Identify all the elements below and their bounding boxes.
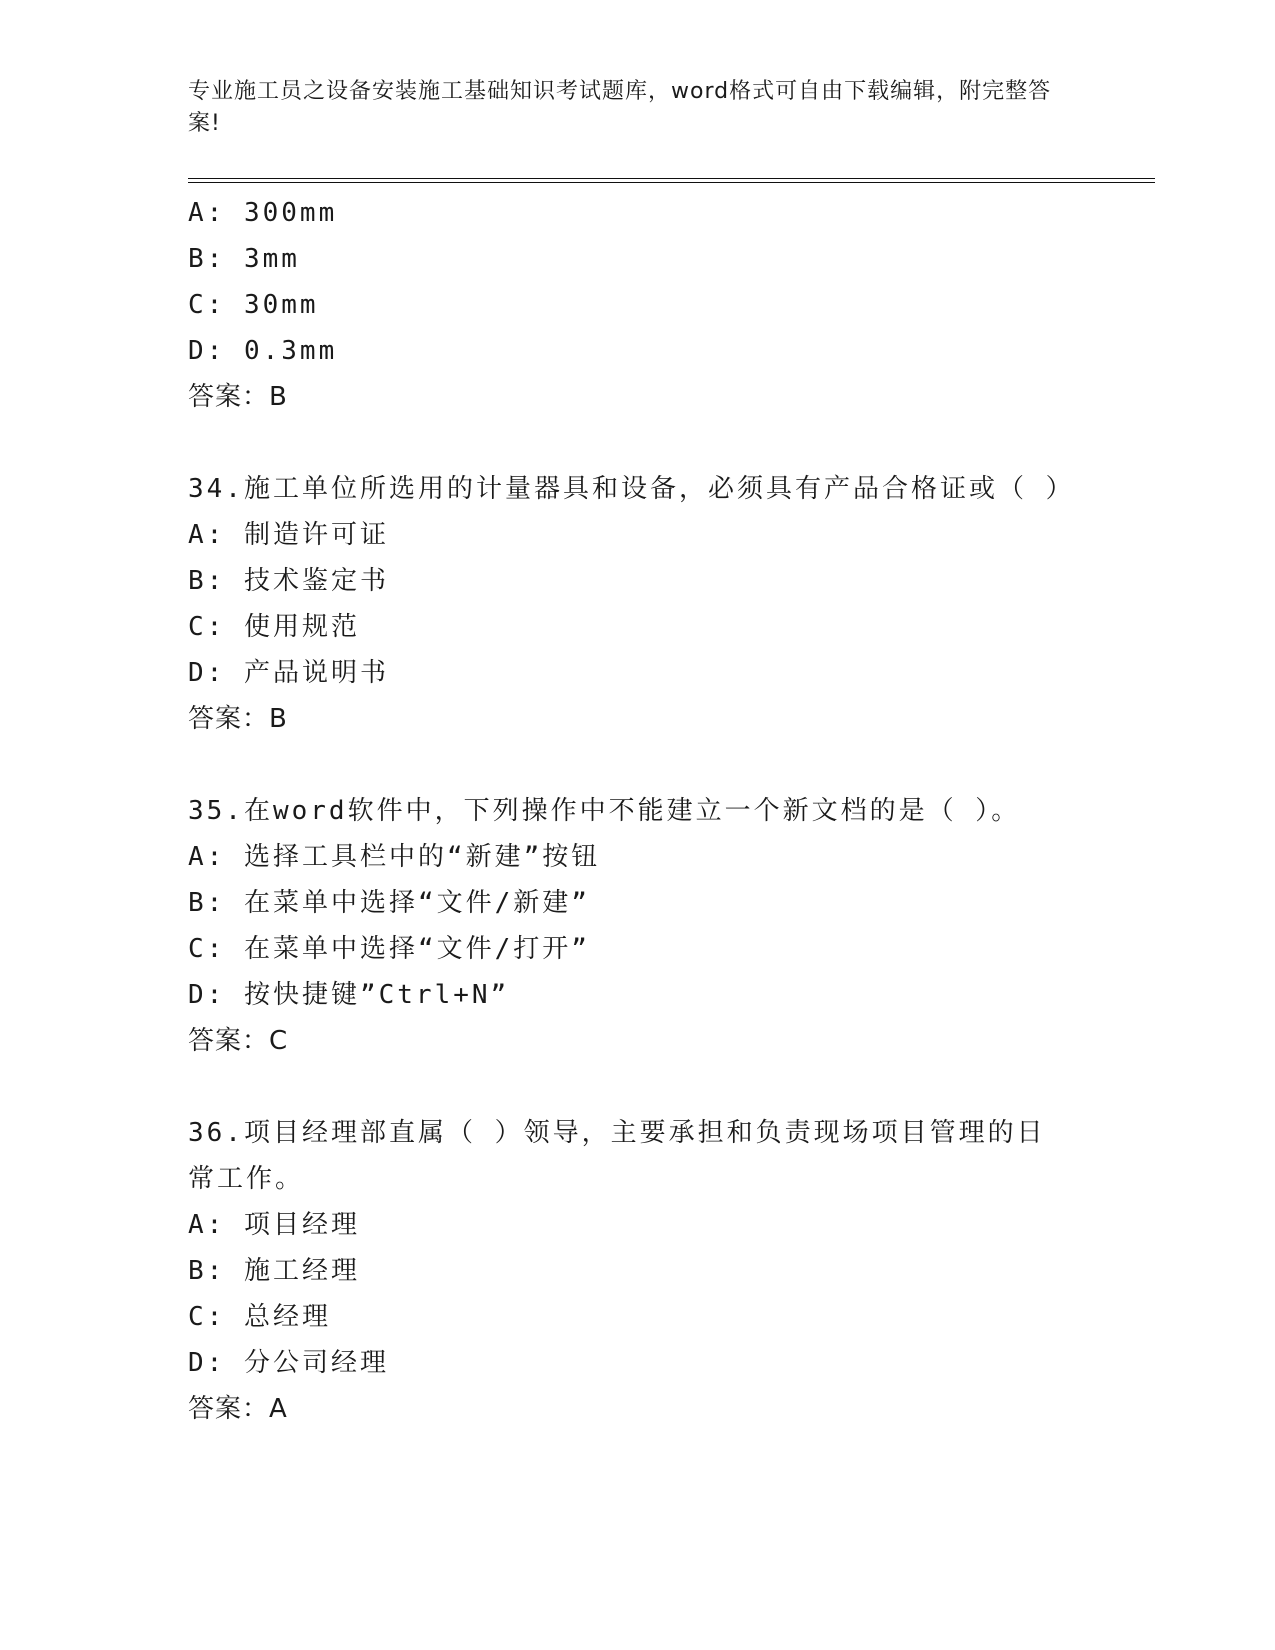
question-block-33 bbox=[188, 190, 1088, 420]
option-d: D: 分公司经理 bbox=[188, 1348, 389, 1378]
option-d: D: 按快捷键”Ctrl+N” bbox=[188, 980, 510, 1010]
option-d: D: 0.3mm bbox=[188, 336, 338, 366]
option-c: C: 30mm bbox=[188, 290, 319, 320]
question-block-36 bbox=[188, 1110, 1088, 1432]
question-block-34 bbox=[188, 466, 1088, 742]
option-b: B: 3mm bbox=[188, 244, 300, 274]
answer-line: 答案：B bbox=[188, 704, 288, 734]
header-divider-top bbox=[188, 178, 1155, 179]
option-a: A: 300mm bbox=[188, 198, 338, 228]
answer-line: 答案：C bbox=[188, 1026, 289, 1056]
option-c: C: 在菜单中选择“文件/打开” bbox=[188, 934, 590, 964]
question-stem: 35.在word软件中，下列操作中不能建立一个新文档的是（ ）。 bbox=[188, 796, 1021, 826]
option-b: B: 施工经理 bbox=[188, 1256, 360, 1286]
question-stem: 34.施工单位所选用的计量器具和设备，必须具有产品合格证或（ ） bbox=[188, 474, 1075, 504]
option-b: B: 在菜单中选择“文件/新建” bbox=[188, 888, 590, 918]
document-header: 专业施工员之设备安装施工基础知识考试题库，word格式可自由下载编辑，附完整答案! bbox=[188, 79, 1052, 136]
option-a: A: 制造许可证 bbox=[188, 520, 389, 550]
option-c: C: 总经理 bbox=[188, 1302, 331, 1332]
question-stem: 36.项目经理部直属（ ）领导，主要承担和负责现场项目管理的日常工作。 bbox=[188, 1118, 1046, 1194]
option-a: A: 项目经理 bbox=[188, 1210, 360, 1240]
header-divider-bottom bbox=[188, 182, 1155, 183]
answer-line: 答案：B bbox=[188, 382, 288, 412]
option-c: C: 使用规范 bbox=[188, 612, 360, 642]
option-d: D: 产品说明书 bbox=[188, 658, 389, 688]
answer-line: 答案：A bbox=[188, 1394, 288, 1424]
question-block-35 bbox=[188, 788, 1088, 1064]
question-list bbox=[188, 190, 1088, 1432]
option-b: B: 技术鉴定书 bbox=[188, 566, 389, 596]
option-a: A: 选择工具栏中的“新建”按钮 bbox=[188, 842, 601, 872]
